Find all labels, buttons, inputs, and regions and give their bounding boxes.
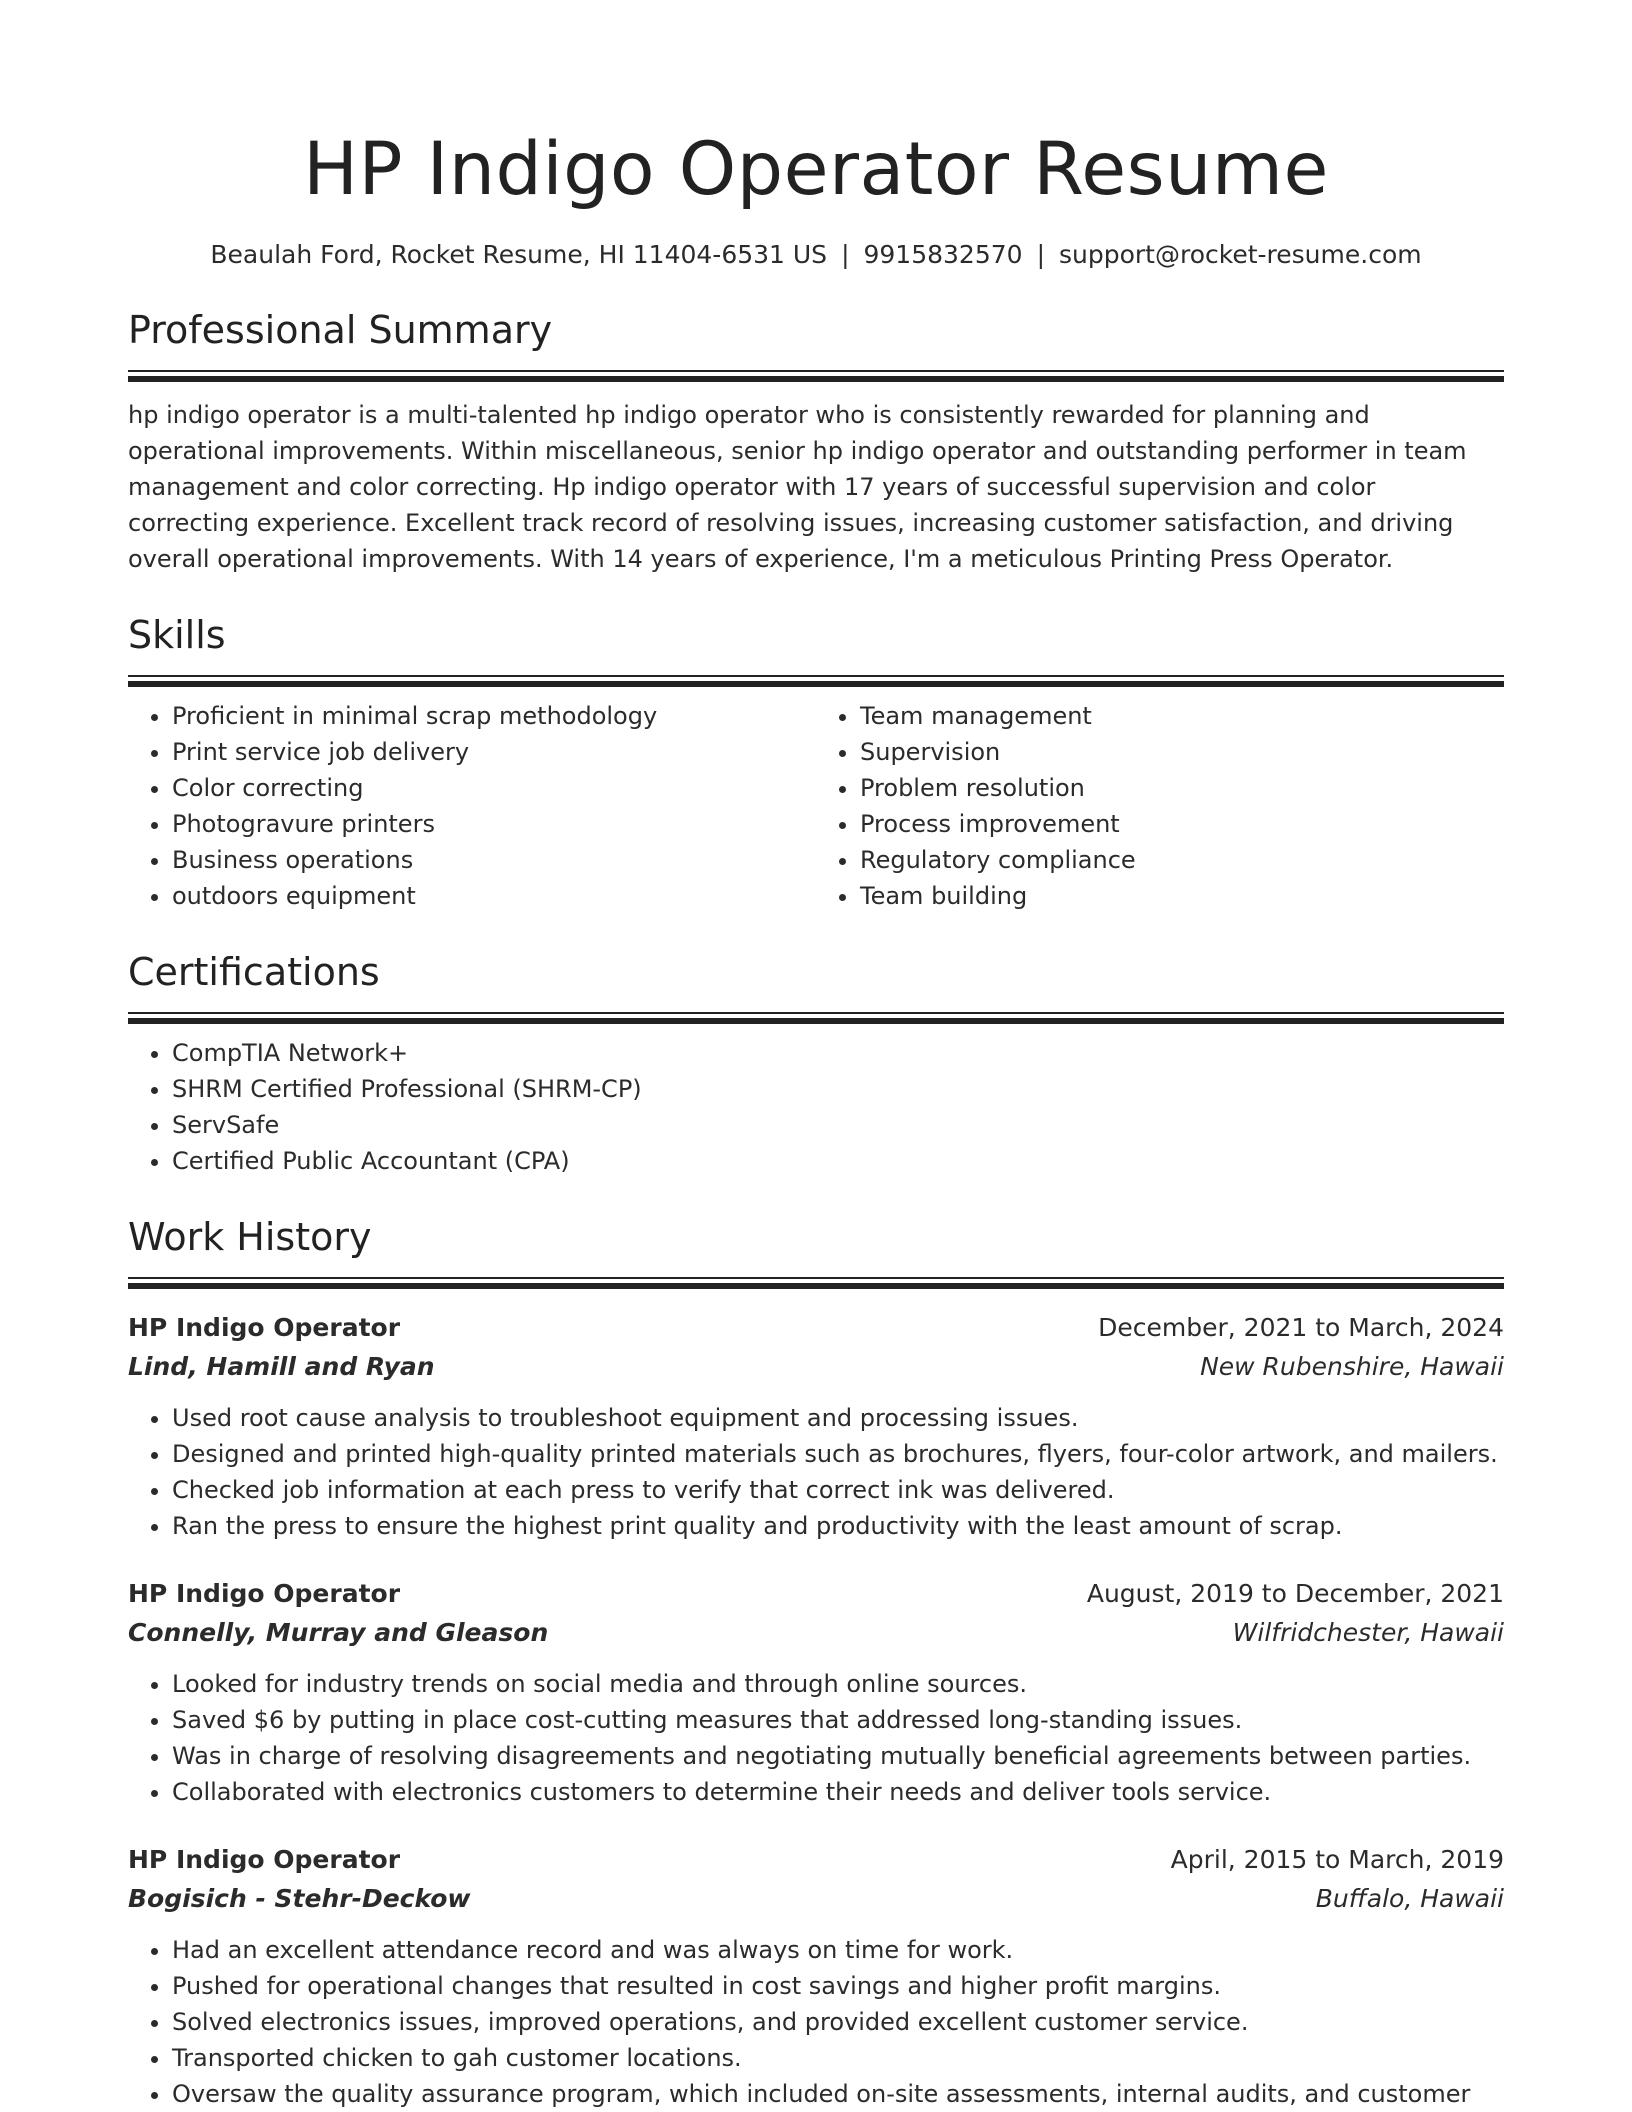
- job-bullet: • Used root cause analysis to troubleshoot equipment and processing issues.: [172, 1400, 1504, 1436]
- job-bullet: • Solved electronics issues, improved operations, and provided excellent customer service.: [172, 2004, 1504, 2040]
- job-company-row: [128, 1613, 1504, 1652]
- job-dates: December, 2021 to March, 2024: [1098, 1313, 1504, 1342]
- certifications-list: [128, 1035, 1504, 1179]
- job-company: Bogisich - Stehr-Deckow: [128, 1884, 471, 1913]
- skills-section: [128, 609, 1504, 914]
- work-history-heading: Work History: [128, 1215, 372, 1259]
- skill-item: • Regulatory compliance: [860, 842, 1504, 878]
- certification-item: • ServSafe: [172, 1107, 1504, 1143]
- job-location: New Rubenshire, Hawaii: [1200, 1352, 1504, 1381]
- job-bullet: • Transported chicken to gah customer locations.: [172, 2040, 1504, 2076]
- skill-item: • Team management: [860, 698, 1504, 734]
- skills-list-left: [128, 698, 816, 914]
- contact-line: [128, 238, 1504, 272]
- skills-columns: [128, 698, 1504, 914]
- job-bullets: [128, 1666, 1504, 1810]
- contact-email: support@rocket-resume.com: [1059, 240, 1422, 269]
- certifications-section: [128, 946, 1504, 1179]
- job-company: Connelly, Murray and Gleason: [128, 1618, 549, 1647]
- skills-heading: Skills: [128, 613, 226, 657]
- job-header-row: [128, 1840, 1504, 1879]
- skills-list-right: [816, 698, 1504, 914]
- skill-item: • Process improvement: [860, 806, 1504, 842]
- job-company-row: [128, 1347, 1504, 1386]
- job-dates: April, 2015 to March, 2019: [1170, 1845, 1504, 1874]
- job-header-row: [128, 1308, 1504, 1347]
- job-bullet: • Had an excellent attendance record and was always on time for work.: [172, 1932, 1504, 1968]
- summary-heading: Professional Summary: [128, 308, 553, 352]
- contact-address: Beaulah Ford, Rocket Resume, HI 11404-6531 US: [210, 240, 828, 269]
- job-bullet: • Pushed for operational changes that resulted in cost savings and higher profit margins.: [172, 1968, 1504, 2004]
- job-title: HP Indigo Operator: [128, 1579, 401, 1608]
- section-divider: [128, 1277, 1504, 1288]
- section-divider: [128, 1012, 1504, 1023]
- resume-title: HP Indigo Operator Resume: [303, 127, 1329, 212]
- contact-separator: |: [841, 240, 850, 269]
- job-bullet: • Collaborated with electronics customers to determine their needs and deliver tools service.: [172, 1774, 1504, 1810]
- job-location: Buffalo, Hawaii: [1315, 1884, 1504, 1913]
- skill-item: • Team building: [860, 878, 1504, 914]
- certification-item: • Certified Public Accountant (CPA): [172, 1143, 1504, 1179]
- job-bullet: • Designed and printed high-quality printed materials such as brochures, flyers, four-color artwork, and mailers.: [172, 1436, 1504, 1472]
- summary-text: hp indigo operator is a multi-talented hp indigo operator who is consistently rewarded for planning and operational improvements. Within miscellaneous, senior hp indigo operator and outstanding performer in team management and color correcting. Hp indigo operator with 17 years of successful supervision and color correcting experience. Excellent track record of resolving issues, increasing customer satisfaction, and driving overall operational improvements. With 14 years of experience, I'm a meticulous Printing Press Operator.: [128, 401, 1467, 573]
- skill-item: • Color correcting: [172, 770, 816, 806]
- job-bullet: • Was in charge of resolving disagreements and negotiating mutually beneficial agreements between parties.: [172, 1738, 1504, 1774]
- resume-page: [128, 0, 1504, 2112]
- job-header-row: [128, 1574, 1504, 1613]
- skill-item: • Problem resolution: [860, 770, 1504, 806]
- job-company: Lind, Hamill and Ryan: [128, 1352, 435, 1381]
- job-entry: [128, 1574, 1504, 1810]
- job-title: HP Indigo Operator: [128, 1313, 401, 1342]
- certification-item: • SHRM Certified Professional (SHRM-CP): [172, 1071, 1504, 1107]
- job-bullet: • Looked for industry trends on social media and through online sources.: [172, 1666, 1504, 1702]
- job-bullets: [128, 1932, 1504, 2112]
- job-entry: [128, 1840, 1504, 2112]
- contact-phone: 9915832570: [863, 240, 1023, 269]
- certifications-heading: Certifications: [128, 950, 380, 994]
- skill-item: • Proficient in minimal scrap methodology: [172, 698, 816, 734]
- job-bullets: [128, 1400, 1504, 1544]
- job-title: HP Indigo Operator: [128, 1845, 401, 1874]
- job-bullet: • Ran the press to ensure the highest print quality and productivity with the least amount of scrap.: [172, 1508, 1504, 1544]
- job-bullet: • Oversaw the quality assurance program, which included on-site assessments, internal audits, and customer: [172, 2076, 1504, 2112]
- job-dates: August, 2019 to December, 2021: [1086, 1579, 1504, 1608]
- job-location: Wilfridchester, Hawaii: [1232, 1618, 1504, 1647]
- contact-separator: |: [1036, 240, 1045, 269]
- job-bullet: • Saved $6 by putting in place cost-cutting measures that addressed long-standing issues.: [172, 1702, 1504, 1738]
- skill-item: • Print service job delivery: [172, 734, 816, 770]
- summary-section: [128, 304, 1504, 577]
- section-divider: [128, 675, 1504, 686]
- skill-item: • outdoors equipment: [172, 878, 816, 914]
- section-divider: [128, 370, 1504, 381]
- skill-item: • Business operations: [172, 842, 816, 878]
- job-entry: [128, 1308, 1504, 1544]
- work-history-section: [128, 1211, 1504, 2112]
- job-company-row: [128, 1879, 1504, 1918]
- skill-item: • Supervision: [860, 734, 1504, 770]
- job-bullet: • Checked job information at each press to verify that correct ink was delivered.: [172, 1472, 1504, 1508]
- skill-item: • Photogravure printers: [172, 806, 816, 842]
- certification-item: • CompTIA Network+: [172, 1035, 1504, 1071]
